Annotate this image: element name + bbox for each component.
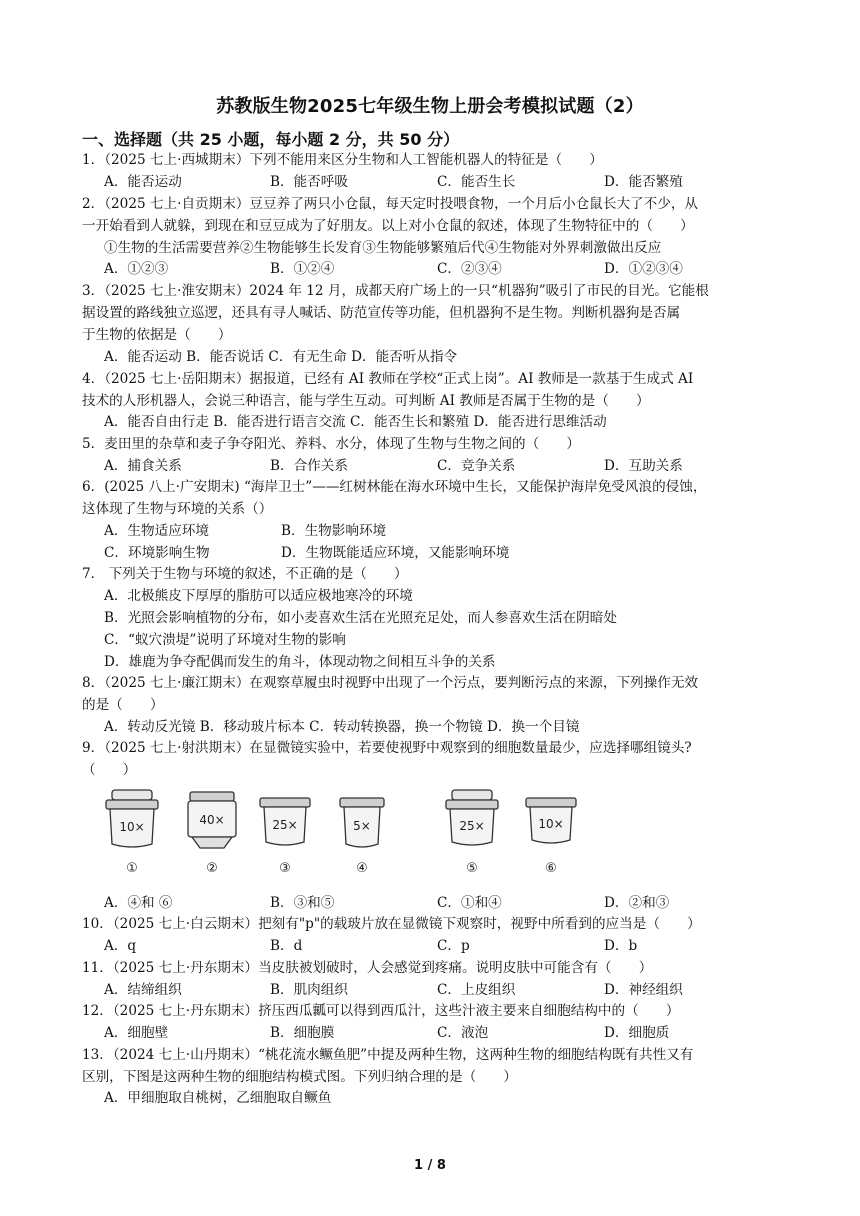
question-2-option-a: A．①②③ <box>104 261 169 277</box>
lens-1-number: ① <box>126 861 138 876</box>
question-7-option-c: C．“蚁穴溃堤”说明了环境对生物的影响 <box>104 632 346 648</box>
question-6-option-c: C．环境影响生物 <box>104 545 210 561</box>
question-11-option-c: C．上皮组织 <box>437 982 516 998</box>
question-2-line-3: ①生物的生活需要营养②生物能够生长发育③生物能够繁殖后代④生物能对外界刺激做出反应 <box>104 240 662 256</box>
question-3-line-1: 3．（2025 七上·淮安期末）2024 年 12 月，成都天府广场上的一只“机器狗”吸引了市民的目光。它能根 <box>82 283 709 299</box>
lens-6-magnification: 10× <box>538 817 564 831</box>
question-9-option-a: A．④和 ⑥ <box>104 895 173 911</box>
question-12-option-d: D．细胞质 <box>604 1025 670 1041</box>
lens-2-objective <box>188 792 236 876</box>
question-6-option-b: B．生物影响环境 <box>281 523 387 539</box>
page-title: 苏教版生物2025七年级生物上册会考模拟试题（2） <box>216 96 644 117</box>
lens-2-magnification: 40× <box>199 813 225 827</box>
microscope-lenses-figure <box>100 786 600 882</box>
question-5-stem: 5．麦田里的杂草和麦子争夺阳光、养料、水分，体现了生物与生物之间的（ ） <box>82 436 581 452</box>
question-13-line-2: 区别，下图是这两种生物的细胞结构模式图。下列归纳合理的是（ ） <box>82 1069 517 1085</box>
question-3-options: A．能否运动 B．能否说话 C．有无生命 D．能否听从指令 <box>104 349 458 365</box>
lens-3-magnification: 25× <box>272 818 298 832</box>
question-9-option-c: C．①和④ <box>437 895 502 911</box>
question-9-option-b: B．③和⑤ <box>270 895 335 911</box>
question-2-line-2: 一开始看到人就躲，到现在和豆豆成为了好朋友。以上对小仓鼠的叙述，体现了生物特征中的（ ） <box>82 218 694 234</box>
question-6-option-a: A．生物适应环境 <box>104 523 209 539</box>
question-6-option-d: D．生物既能适应环境，又能影响环境 <box>281 545 510 561</box>
question-9-line-2: （ ） <box>82 762 137 778</box>
question-10-option-a: A．q <box>104 938 137 954</box>
question-10-option-c: C．p <box>437 938 470 954</box>
question-5-option-a: A．捕食关系 <box>104 458 182 474</box>
section-heading: 一、选择题（共 25 小题，每小题 2 分，共 50 分） <box>82 130 460 149</box>
lens-1-eyepiece <box>106 790 158 876</box>
question-12-option-b: B．细胞膜 <box>270 1025 335 1041</box>
lens-2-number: ② <box>206 861 218 876</box>
question-8-line-1: 8．（2025 七上·廉江期末）在观察草履虫时视野中出现了一个污点，要判断污点的来源，下列操作无效 <box>82 675 699 691</box>
lens-3-eyepiece <box>260 798 310 876</box>
lens-5-objective <box>446 790 498 876</box>
question-11-option-a: A．结缔组织 <box>104 982 182 998</box>
lens-4-number: ④ <box>356 861 368 876</box>
question-4-line-2: 技术的人形机器人，会说三种语言，能与学生互动。可判断 AI 教师是否属于生物的是（ ） <box>82 393 650 409</box>
question-5-option-c: C．竞争关系 <box>437 458 516 474</box>
lens-4-magnification: 5× <box>353 819 371 833</box>
question-4-options: A．能否自由行走 B．能否进行语言交流 C．能否生长和繁殖 D．能否进行思维活动 <box>104 414 607 430</box>
question-3-line-3: 于生物的依据是（ ） <box>82 327 232 343</box>
question-12-stem: 12．（2025 七上·丹东期末）挤压西瓜瓤可以得到西瓜汁，这些汁液主要来自细胞结构中的（ ） <box>82 1003 680 1019</box>
question-1-option-a: A．能否运动 <box>104 174 182 190</box>
question-1-option-d: D．能否繁殖 <box>604 174 683 190</box>
question-13-option-a: A．甲细胞取自桃树，乙细胞取自鳜鱼 <box>104 1090 332 1106</box>
lens-3-number: ③ <box>279 861 291 876</box>
question-7-option-d: D．雄鹿为争夺配偶而发生的角斗，体现动物之间相互斗争的关系 <box>104 654 496 670</box>
question-12-option-a: A．细胞壁 <box>104 1025 169 1041</box>
lens-5-number: ⑤ <box>466 861 478 876</box>
question-13-line-1: 13．（2024 七上·山丹期末）“桃花流水鳜鱼肥”中提及两种生物，这两种生物的细胞结构既有共性又有 <box>82 1047 694 1063</box>
question-4-line-1: 4．（2025 七上·岳阳期末）据报道，已经有 AI 教师在学校“正式上岗”。AI 教师是一款基于生成式 AI <box>82 371 694 387</box>
question-2-line-1: 2．（2025 七上·自贡期末）豆豆养了两只小仓鼠，每天定时投喂食物，一个月后小仓鼠长大了不少，从 <box>82 196 699 212</box>
question-1-option-c: C．能否生长 <box>437 174 516 190</box>
lens-5-magnification: 25× <box>459 819 485 833</box>
question-8-options: A．转动反光镜 B．移动玻片标本 C．转动转换器，换一个物镜 D．换一个目镜 <box>104 719 580 735</box>
question-2-option-b: B．①②④ <box>270 261 335 277</box>
lens-4-objective <box>340 798 384 876</box>
question-5-option-b: B．合作关系 <box>270 458 348 474</box>
question-11-option-b: B．肌肉组织 <box>270 982 348 998</box>
lens-6-number: ⑥ <box>545 861 557 876</box>
question-9-line-1: 9．（2025 七上·射洪期末）在显微镜实验中，若要使视野中观察到的细胞数量最少，应选择哪组镜头? <box>82 740 692 756</box>
question-7-stem: 7． 下列关于生物与环境的叙述，不正确的是（ ） <box>82 566 408 582</box>
question-8-line-2: 的是（ ） <box>82 697 164 713</box>
question-1-option-b: B．能否呼吸 <box>270 174 348 190</box>
question-2-option-c: C．②③④ <box>437 261 502 277</box>
question-10-stem: 10．（2025 七上·白云期末）把刻有"p"的载玻片放在显微镜下观察时，视野中所看到的应当是（ ） <box>82 916 701 932</box>
lens-6-eyepiece <box>526 798 576 876</box>
question-6-line-1: 6．(2025 八上·广安期末) “海岸卫士”——红树林能在海水环境中生长，又能保护海岸免受风浪的侵蚀， <box>82 479 707 495</box>
question-5-option-d: D．互助关系 <box>604 458 683 474</box>
lens-1-magnification: 10× <box>119 820 145 834</box>
question-11-option-d: D．神经组织 <box>604 982 683 998</box>
question-3-line-2: 据设置的路线独立巡逻，还具有寻人喊话、防范宣传等功能，但机器狗不是生物。判断机器狗是否属 <box>82 305 681 321</box>
question-10-option-b: B．d <box>270 938 303 954</box>
page-number: 1 / 8 <box>414 1158 446 1173</box>
question-9-option-d: D．②和③ <box>604 895 670 911</box>
question-2-option-d: D．①②③④ <box>604 261 683 277</box>
question-11-stem: 11．（2025 七上·丹东期末）当皮肤被划破时，人会感觉到疼痛。说明皮肤中可能含有（ ） <box>82 960 653 976</box>
question-12-option-c: C．液泡 <box>437 1025 489 1041</box>
question-7-option-b: B．光照会影响植物的分布，如小麦喜欢生活在光照充足处，而人参喜欢生活在阴暗处 <box>104 610 617 626</box>
question-10-option-d: D．b <box>604 938 638 954</box>
question-6-line-2: 这体现了生物与环境的关系（） <box>82 501 273 517</box>
question-1-stem: 1．（2025 七上·西城期末）下列不能用来区分生物和人工智能机器人的特征是（ ） <box>82 152 603 168</box>
question-7-option-a: A．北极熊皮下厚厚的脂肪可以适应极地寒冷的环境 <box>104 588 413 604</box>
